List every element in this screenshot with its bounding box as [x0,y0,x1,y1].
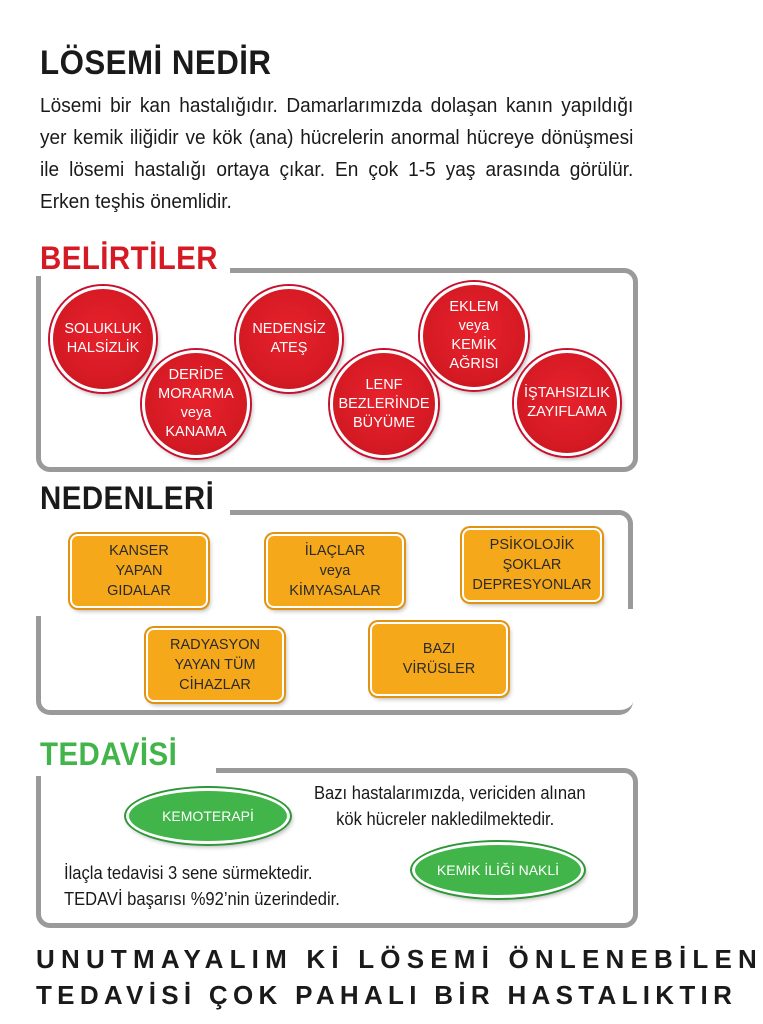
causes-panel-bottom [36,616,633,715]
treatment-label: KEMİK İLİĞİ NAKLİ [436,862,560,878]
treatment-chemotherapy [126,788,290,844]
symptom-label: DERİDE MORARMA veya KANAMA [158,367,234,440]
symptom-label: İŞTAHSIZLIK ZAYIFLAMA [524,385,610,420]
cause-label: PSİKOLOJİK ŞOKLAR DEPRESYONLAR [472,537,592,593]
symptom-appetite [514,350,620,456]
cause-viruses [370,622,508,696]
page-title: LÖSEMİ NEDİR [40,44,272,82]
symptom-label: SOLUKLUK HALSİZLİK [64,321,142,356]
note-line: Bazı hastalarımızda, vericiden alınan [314,783,586,803]
intro-text: Lösemi bir kan hastalığıdır. Damarlarımızda dolaşan kanın yapıldığı yer kemik iliğidir ve kök (ana) hücrelerin anormal hücreye dönüşmesi ile lösemi hastalığı ortaya çıkar. En çok 1-5 yaş arasında görülür. Erken teşhis önemlidir. [40,94,634,213]
footer-line-1: UNUTMAYALIM Kİ LÖSEMİ ÖNLENEBİLEN [36,944,763,974]
treatment-bone-marrow [412,842,584,898]
cause-label: RADYASYON YAYAN TÜM CİHAZLAR [170,637,260,693]
cause-label: İLAÇLAR veya KİMYASALAR [289,543,381,599]
causes-title: NEDENLERİ [40,480,215,516]
symptom-lymph [330,350,438,458]
cause-chemicals [266,534,404,608]
symptom-joint-pain [420,282,528,390]
cause-food [70,534,208,608]
cause-radiation [146,628,284,702]
symptoms-title: BELİRTİLER [40,240,218,276]
symptom-fever [236,286,342,392]
treatment-title: TEDAVİSİ [40,736,178,772]
cause-psychological [462,528,602,602]
duration-note [64,860,368,912]
cause-label: BAZI VİRÜSLER [402,641,476,677]
note-line: TEDAVİ başarısı %92’nin üzerindedir. [64,889,340,909]
treatment-label: KEMOTERAPİ [162,808,254,824]
footer-line-2: TEDAVİSİ ÇOK PAHALI BİR HASTALIKTIR [36,980,738,1010]
note-line: İlaçla tedavisi 3 sene sürmektedir. [64,863,313,883]
cause-label: KANSER YAPAN GIDALAR [107,543,171,599]
symptom-label: LENF BEZLERİNDE BÜYÜME [338,376,430,431]
symptom-label: EKLEM veya KEMİK AĞRISI [449,299,499,372]
transplant-note [314,780,618,832]
symptom-label: NEDENSİZ ATEŞ [252,321,326,356]
symptom-bruising [142,350,250,458]
symptom-paleness [50,286,156,392]
note-line: kök hücreler nakledilmektedir. [336,809,555,829]
